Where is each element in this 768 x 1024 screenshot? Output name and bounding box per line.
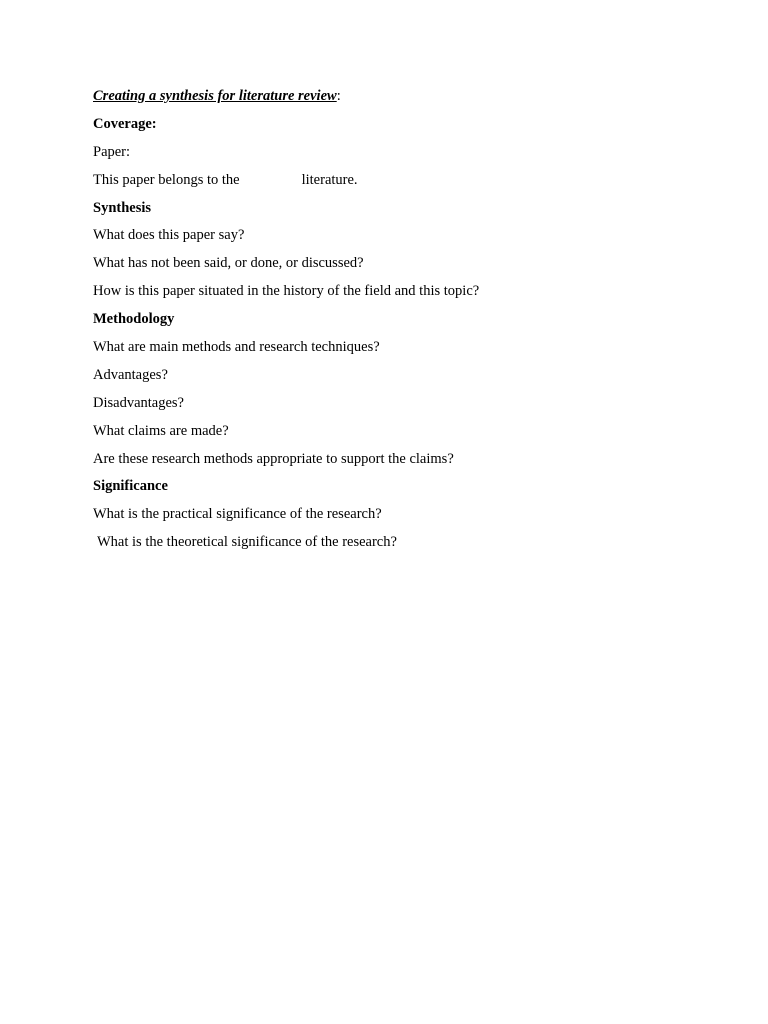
methodology-question: Advantages? [93,366,168,383]
coverage-heading: Coverage: [93,115,157,132]
belongs-prefix: This paper belongs to the [93,171,240,188]
methodology-question: What claims are made? [93,422,229,439]
synthesis-question: What does this paper say? [93,227,245,244]
synthesis-question: What has not been said, or done, or discussed? [93,255,364,272]
significance-question: What is the practical significance of the research? [93,506,382,523]
methodology-heading: Methodology [93,311,175,328]
document-title: Creating a synthesis for literature review [93,88,337,104]
significance-heading: Significance [93,478,168,495]
methodology-question: What are main methods and research techniques? [93,339,380,356]
paper-label: Paper: [93,143,131,160]
methodology-question: Are these research methods appropriate to support the claims? [93,450,454,467]
significance-question: What is the theoretical significance of the research? [97,534,397,551]
document-body [93,86,713,560]
methodology-question: Disadvantages? [93,394,184,411]
synthesis-question: How is this paper situated in the history of the field and this topic? [93,283,480,300]
belongs-suffix: literature. [301,171,358,188]
synthesis-heading: Synthesis [93,199,152,216]
title-colon: : [336,88,341,104]
document-title-line [93,86,713,106]
belongs-to-line [93,170,713,190]
